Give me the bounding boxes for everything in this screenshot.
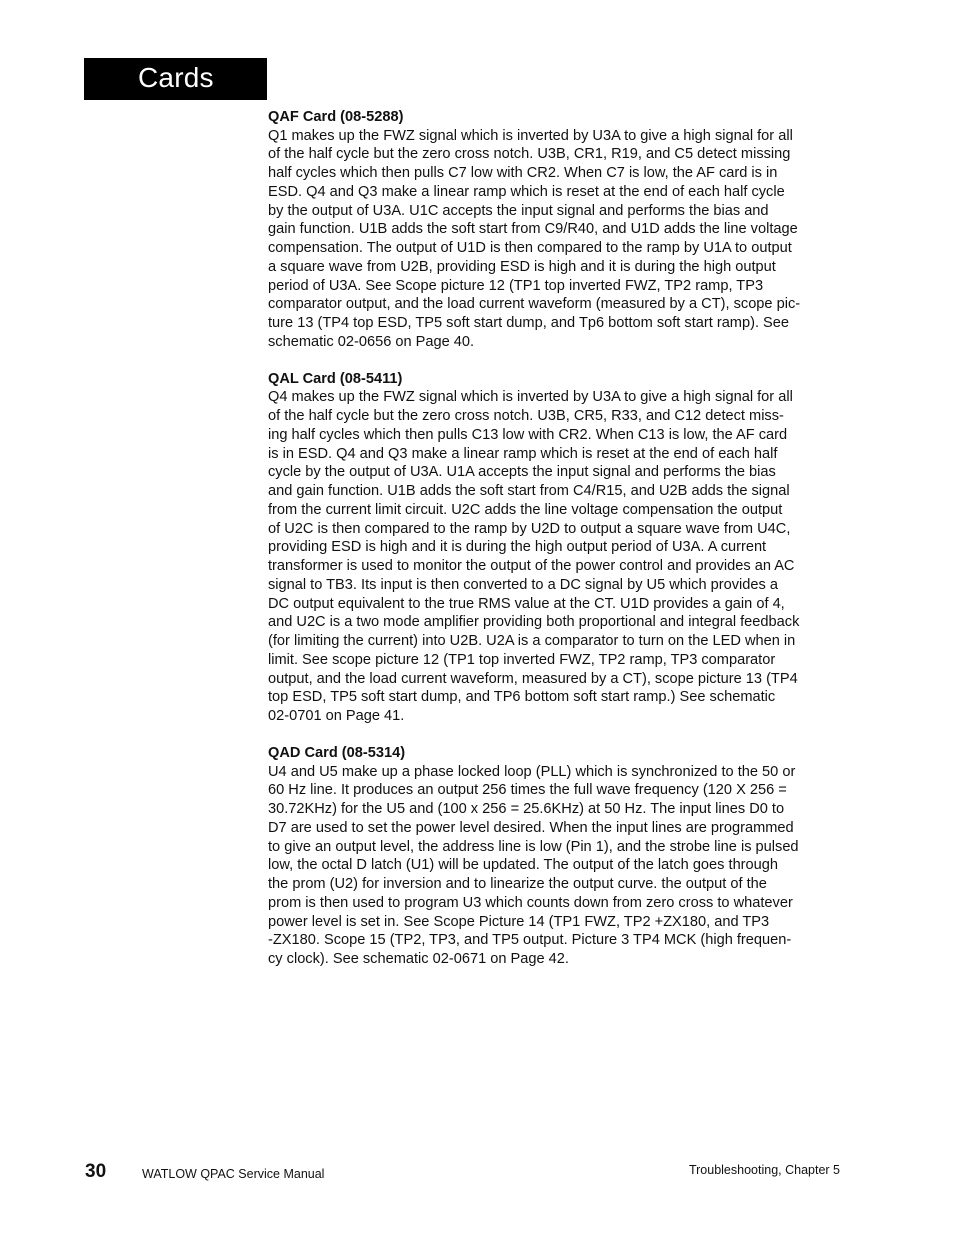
body-line: ing half cycles which then pulls C13 low with CR2. When C13 is low, the AF card bbox=[268, 426, 788, 443]
body-line: is in ESD. Q4 and Q3 make a linear ramp which is reset at the end of each half bbox=[268, 445, 778, 462]
body-line: from the current limit circuit. U2C adds the line voltage compensation the output bbox=[268, 501, 783, 518]
body-line: ESD. Q4 and Q3 make a linear ramp which is reset at the end of each half cycle bbox=[268, 183, 785, 200]
footer-chapter: Troubleshooting, Chapter 5 bbox=[688, 1163, 840, 1177]
body-line: 02-0701 on Page 41. bbox=[268, 708, 405, 725]
body-line: transformer is used to monitor the output of the power control and provides an AC bbox=[268, 558, 795, 575]
body-line: cycle by the output of U3A. U1A accepts the input signal and performs the bias bbox=[268, 464, 776, 481]
section-body bbox=[268, 763, 840, 969]
body-line: top ESD, TP5 soft start dump, and TP6 bottom soft start ramp.) See schematic bbox=[268, 689, 776, 706]
body-line: Q4 makes up the FWZ signal which is inverted by U3A to give a high signal for all bbox=[268, 389, 793, 406]
section-qaf-card bbox=[268, 108, 840, 352]
page-number: 30 bbox=[85, 1161, 107, 1182]
body-line: by the output of U3A. U1C accepts the input signal and performs the bias and bbox=[268, 202, 769, 219]
body-line: (for limiting the current) into U2B. U2A is a comparator to turn on the LED when in bbox=[268, 633, 796, 650]
body-line: the prom (U2) for inversion and to linearize the output curve. the output of the bbox=[268, 876, 767, 893]
body-line: and U2C is a two mode amplifier providing both proportional and integral feedback bbox=[268, 614, 800, 631]
footer-manual-title: WATLOW QPAC Service Manual bbox=[142, 1167, 325, 1181]
body-line: a square wave from U2B, providing ESD is high and it is during the high output bbox=[268, 258, 776, 275]
body-line: low, the octal D latch (U1) will be updated. The output of the latch goes through bbox=[268, 857, 779, 874]
body-line: DC output equivalent to the true RMS value at the CT. U1D provides a gain of 4, bbox=[268, 595, 785, 612]
page-title: Cards bbox=[138, 62, 214, 93]
body-line: output, and the load current waveform, measured by a CT), scope picture 13 (TP4 bbox=[268, 670, 798, 687]
body-line: U4 and U5 make up a phase locked loop (PLL) which is synchronized to the 50 or bbox=[268, 763, 796, 780]
body-line: of the half cycle but the zero cross notch. U3B, CR1, R19, and C5 detect missing bbox=[268, 146, 791, 163]
body-line: gain function. U1B adds the soft start from C9/R40, and U1D adds the line voltage bbox=[268, 221, 798, 238]
section-title: QAL Card (08-5411) bbox=[268, 370, 403, 387]
main-content bbox=[268, 108, 840, 987]
section-header-bar bbox=[84, 58, 267, 100]
body-line: and gain function. U1B adds the soft start from C4/R15, and U2B adds the signal bbox=[268, 483, 790, 500]
body-line: half cycles which then pulls C7 low with CR2. When C7 is low, the AF card is in bbox=[268, 165, 778, 182]
body-line: 60 Hz line. It produces an output 256 times the full wave frequency (120 X 256 = bbox=[268, 782, 787, 799]
section-body bbox=[268, 127, 840, 352]
body-line: of the half cycle but the zero cross notch. U3B, CR5, R33, and C12 detect miss- bbox=[268, 408, 784, 425]
body-line: compensation. The output of U1D is then compared to the ramp by U1A to output bbox=[268, 240, 792, 257]
section-qal-card bbox=[268, 370, 840, 726]
body-line: cy clock). See schematic 02-0671 on Page 42. bbox=[268, 951, 569, 968]
body-line: 30.72KHz) for the U5 and (100 x 256 = 25.6KHz) at 50 Hz. The input lines D0 to bbox=[268, 801, 785, 818]
body-line: comparator output, and the load current waveform (measured by a CT), scope pic- bbox=[268, 296, 801, 313]
body-line: limit. See scope picture 12 (TP1 top inverted FWZ, TP2 ramp, TP3 comparator bbox=[268, 651, 776, 668]
body-line: providing ESD is high and it is during the high output period of U3A. A current bbox=[268, 539, 767, 556]
body-line: to give an output level, the address line is low (Pin 1), and the strobe line is pulsed bbox=[268, 838, 799, 855]
body-line: signal to TB3. Its input is then converted to a DC signal by U5 which provides a bbox=[268, 576, 778, 593]
section-title: QAD Card (08-5314) bbox=[268, 744, 406, 761]
body-line: power level is set in. See Scope Picture 14 (TP1 FWZ, TP2 +ZX180, and TP3 bbox=[268, 913, 770, 930]
body-line: prom is then used to program U3 which counts down from zero cross to whatever bbox=[268, 894, 793, 911]
body-line: D7 are used to set the power level desired. When the input lines are programmed bbox=[268, 819, 794, 836]
section-qad-card bbox=[268, 744, 840, 969]
body-line: -ZX180. Scope 15 (TP2, TP3, and TP5 output. Picture 3 TP4 MCK (high frequen- bbox=[268, 932, 792, 949]
body-line: of U2C is then compared to the ramp by U2D to output a square wave from U4C, bbox=[268, 520, 791, 537]
body-line: ture 13 (TP4 top ESD, TP5 soft start dump, and Tp6 bottom soft start ramp). See bbox=[268, 315, 790, 332]
section-title: QAF Card (08-5288) bbox=[268, 109, 404, 125]
body-line: period of U3A. See Scope picture 12 (TP1 top inverted FWZ, TP2 ramp, TP3 bbox=[268, 277, 764, 294]
section-body bbox=[268, 388, 840, 726]
body-line: schematic 02-0656 on Page 40. bbox=[268, 333, 475, 350]
body-line: Q1 makes up the FWZ signal which is inverted by U3A to give a high signal for all bbox=[268, 127, 793, 144]
